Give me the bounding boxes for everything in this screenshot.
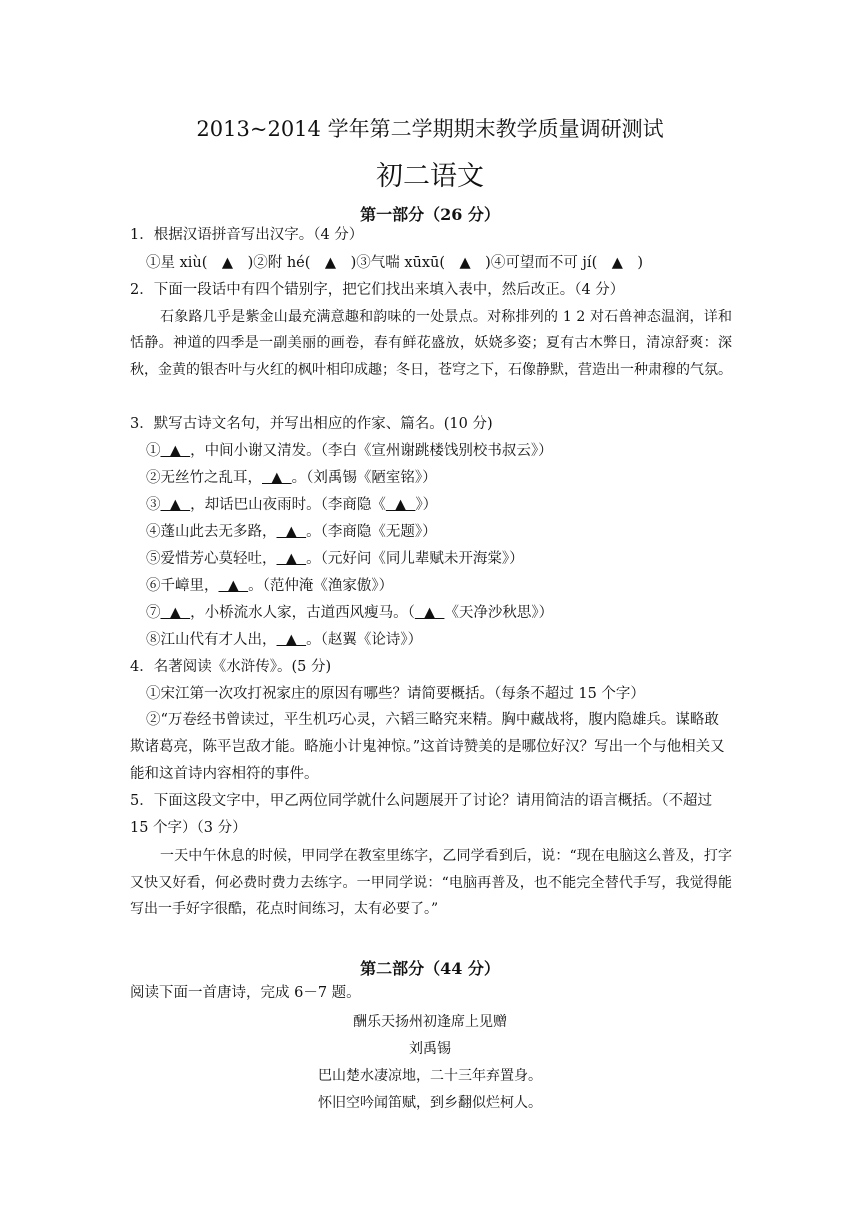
- answer-blank: ▲: [218, 578, 249, 594]
- q3-item-prefix: ①: [146, 443, 161, 459]
- poem-line: 巴山楚水凄凉地，二十三年弃置身。: [318, 1068, 542, 1084]
- answer-blank: ▲: [160, 443, 191, 459]
- q2-passage: 石象路几乎是紫金山最充满意趣和韵味的一处景点。对称排列的 1 2 对石兽神态温润，详和恬静。神道的四季是一副美丽的画卷，春有鲜花盛放，妖娆多姿；夏有古木弊日，清凉舒爽：深秋，金黄的银杏叶与火红的枫叶相印成趣；冬日，苍穹之下，石像静默，营造出一种肃穆的气氛。: [130, 309, 732, 378]
- poem-line: 怀旧空吟闻笛赋，到乡翻似烂柯人。: [318, 1095, 542, 1111]
- q5-passage: 一天中午休息的时候，甲同学在教室里练字，乙同学看到后，说：“现在电脑这么普及，打字又快又好看，何必费时费力去练字。一甲同学说：“电脑再普及，也不能完全替代手写，我觉得能写出一手好字很酷，花点时间练习，太有必要了。”: [130, 848, 732, 917]
- answer-blank: ▲: [276, 632, 307, 648]
- q3-item-text: 。（范仲淹《渔家傲》）: [248, 578, 394, 594]
- q3-item-prefix: ②无丝竹之乱耳，: [146, 470, 262, 486]
- q3-item-prefix: ⑤爱惜芳心莫轻吐，: [146, 551, 277, 567]
- q3-item-prefix: ⑧江山代有才人出，: [146, 632, 277, 648]
- q3-item-text: ，却话巴山夜雨时。（李商隐《: [190, 497, 386, 513]
- q3-item: [146, 441, 553, 461]
- answer-blank: ▲: [160, 497, 191, 513]
- q3-item: [146, 603, 553, 623]
- part2-heading: 第二部分（44 分）: [360, 959, 500, 978]
- q4-sub1: ①宋江第一次攻打祝家庄的原因有哪些？请简要概括。（每条不超过 15 个字）: [146, 686, 645, 702]
- q4-stem: 4．名著阅读《水浒传》。(5 分): [130, 659, 332, 675]
- q3-item: [146, 468, 437, 488]
- q3-item-prefix: ⑥千嶂里，: [146, 578, 219, 594]
- q3-item: [146, 549, 524, 569]
- poem-author: 刘禹锡: [409, 1041, 451, 1057]
- part2-intro: 阅读下面一首唐诗，完成 6－7 题。: [130, 985, 361, 1001]
- answer-blank: ▲: [160, 605, 191, 621]
- q1-items: ①星 xiù( ▲ )②附 hé( ▲ )③气喘 xūxū( ▲ )④可望而不可 jí( ▲ ): [146, 255, 644, 271]
- q3-item-text: 。（李商隐《无题》）: [306, 524, 437, 540]
- answer-blank: ▲: [262, 470, 292, 486]
- q3-item-text: 。（元好问《同儿辈赋未开海棠》）: [306, 551, 524, 567]
- q3-item-prefix: ③: [146, 497, 161, 513]
- q3-item-text: 《天净沙秋思》）: [444, 605, 554, 621]
- q3-item-prefix: ④蓬山此去无多路，: [146, 524, 277, 540]
- q3-item: [146, 522, 437, 542]
- q3-item-text: 》）: [415, 497, 438, 513]
- q3-item-text: 。（刘禹锡《陋室铭》）: [291, 470, 437, 486]
- q1-stem: 1．根据汉语拼音写出汉字。（4 分）: [130, 227, 364, 243]
- q3-item: [146, 495, 437, 515]
- answer-blank: ▲: [276, 551, 307, 567]
- q3-item-prefix: ⑦: [146, 605, 161, 621]
- q3-item-text: ，小桥流水人家，古道西风瘦马。（: [190, 605, 415, 621]
- q3-item: [146, 630, 422, 650]
- q3-stem: 3．默写古诗文名句，并写出相应的作家、篇名。(10 分): [130, 416, 493, 432]
- answer-blank: ▲: [385, 497, 416, 513]
- exam-title: 2013~2014 学年第二学期期末教学质量调研测试: [196, 117, 664, 141]
- part1-heading: 第一部分（26 分）: [360, 205, 500, 224]
- answer-blank: ▲: [414, 605, 445, 621]
- poem-title: 酬乐天扬州初逢席上见赠: [353, 1014, 507, 1030]
- answer-blank: ▲: [276, 524, 307, 540]
- q3-item-text: 。（赵翼《论诗》）: [306, 632, 423, 648]
- q3-item: [146, 576, 393, 596]
- q3-item-text: ，中间小谢又清发。（李白《宣州谢跳楼饯别校书叔云》）: [190, 443, 553, 459]
- subject-title: 初二语文: [376, 161, 484, 192]
- q4-sub2: ②“万卷经书曾读过，平生机巧心灵，六韬三略究来精。胸中藏战将，腹内隐雄兵。谋略敢欺诸葛亮，陈平岂敌才能。略施小计鬼神惊。”这首诗赞美的是哪位好汉？写出一个与他相关又能和这首诗内容相符的事件。: [130, 712, 725, 782]
- q2-stem: 2．下面一段话中有四个错别字，把它们找出来填入表中，然后改正。（4 分）: [130, 282, 625, 298]
- q5-stem: 5．下面这段文字中，甲乙两位同学就什么问题展开了讨论？请用简洁的语言概括。（不超过 15 个字）（3 分）: [130, 793, 712, 836]
